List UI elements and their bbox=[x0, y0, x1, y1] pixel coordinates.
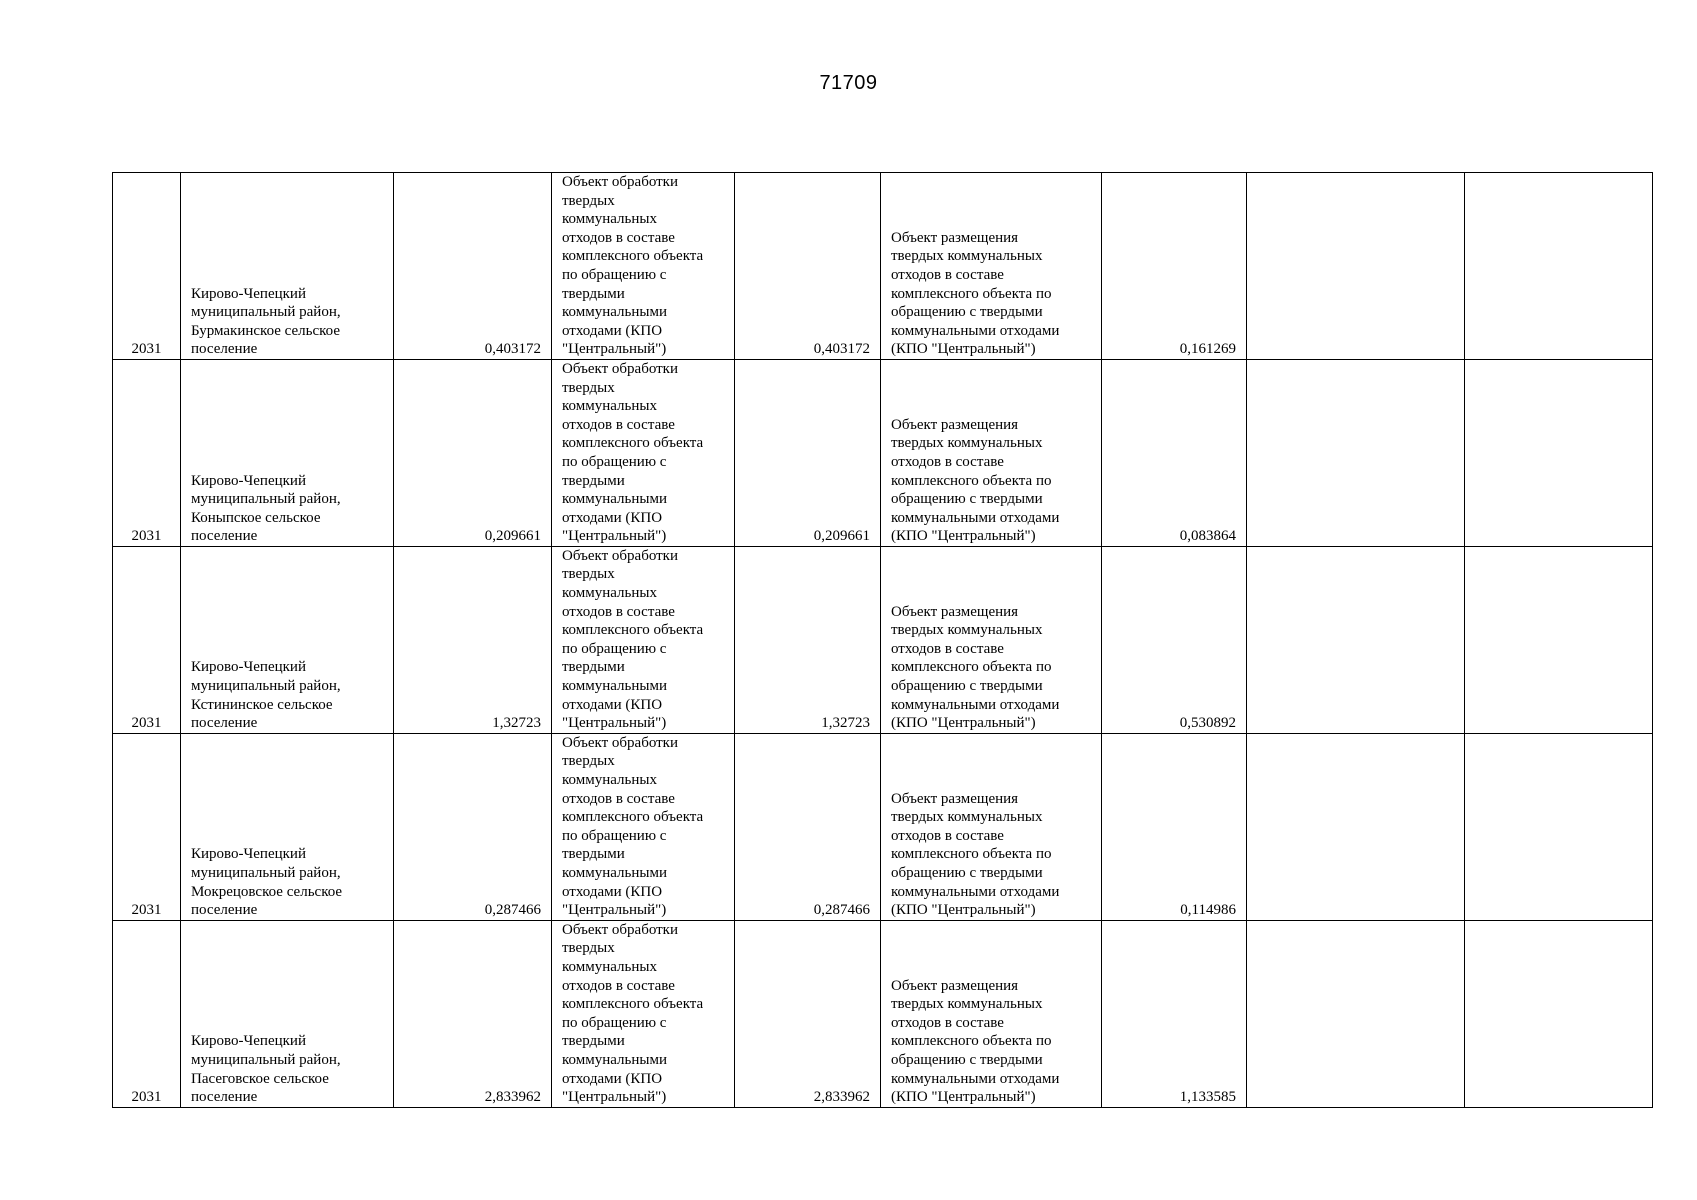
year-cell bbox=[113, 359, 181, 546]
empty-cell bbox=[1465, 359, 1653, 546]
municipality-cell bbox=[181, 359, 394, 546]
mass-placement-text: 0,083864 bbox=[1179, 528, 1236, 545]
municipality-cell bbox=[181, 920, 394, 1107]
year-cell bbox=[113, 920, 181, 1107]
empty-cell bbox=[1247, 173, 1465, 360]
municipality-cell bbox=[181, 546, 394, 733]
mass-processing-cell bbox=[735, 733, 881, 920]
mass-total-text: 0,209661 bbox=[484, 528, 541, 545]
table-row bbox=[113, 546, 1653, 733]
empty-cell bbox=[1465, 920, 1653, 1107]
year-cell bbox=[113, 546, 181, 733]
placement-facility-text: Объект размещения твердых коммунальных отходов в составе комплексного объекта по обращению с твердыми коммунальными отходами (КПО "Центральный") bbox=[891, 229, 1060, 358]
municipality-text: Кирово-Чепецкий муниципальный район, Мокрецовское сельское поселение bbox=[191, 846, 343, 919]
mass-placement-text: 1,133585 bbox=[1179, 1089, 1236, 1106]
placement-facility-cell bbox=[881, 359, 1102, 546]
year-text: 2031 bbox=[131, 1089, 162, 1106]
empty-cell bbox=[1465, 733, 1653, 920]
mass-placement-cell bbox=[1102, 733, 1247, 920]
mass-processing-text: 2,833962 bbox=[813, 1089, 870, 1106]
mass-processing-text: 0,209661 bbox=[813, 528, 870, 545]
empty-cell bbox=[1465, 546, 1653, 733]
processing-facility-text: Объект обработки твердых коммунальных отходов в составе комплексного объекта по обращению с твердыми коммунальными отходами (КПО "Центральный") bbox=[562, 734, 704, 919]
mass-total-cell bbox=[394, 359, 552, 546]
mass-total-text: 0,287466 bbox=[484, 902, 541, 919]
mass-total-cell bbox=[394, 733, 552, 920]
empty-cell bbox=[1247, 546, 1465, 733]
processing-facility-text: Объект обработки твердых коммунальных отходов в составе комплексного объекта по обращению с твердыми коммунальными отходами (КПО "Центральный") bbox=[562, 547, 704, 732]
table-row bbox=[113, 920, 1653, 1107]
mass-total-text: 0,403172 bbox=[484, 341, 541, 358]
placement-facility-text: Объект размещения твердых коммунальных отходов в составе комплексного объекта по обращению с твердыми коммунальными отходами (КПО "Центральный") bbox=[891, 603, 1060, 732]
municipality-text: Кирово-Чепецкий муниципальный район, Бурмакинское сельское поселение bbox=[191, 285, 341, 358]
year-text: 2031 bbox=[131, 902, 162, 919]
mass-total-cell bbox=[394, 546, 552, 733]
mass-processing-cell bbox=[735, 359, 881, 546]
processing-facility-text: Объект обработки твердых коммунальных отходов в составе комплексного объекта по обращению с твердыми коммунальными отходами (КПО "Центральный") bbox=[562, 174, 704, 358]
year-cell bbox=[113, 733, 181, 920]
mass-placement-cell bbox=[1102, 173, 1247, 360]
municipality-cell bbox=[181, 173, 394, 360]
waste-flow-table bbox=[112, 172, 1653, 1108]
processing-facility-cell bbox=[552, 359, 735, 546]
processing-facility-cell bbox=[552, 733, 735, 920]
mass-placement-text: 0,530892 bbox=[1179, 715, 1236, 732]
table-body bbox=[113, 173, 1653, 1108]
year-text: 2031 bbox=[131, 715, 162, 732]
year-text: 2031 bbox=[131, 341, 162, 358]
table-row bbox=[113, 173, 1653, 360]
processing-facility-text: Объект обработки твердых коммунальных отходов в составе комплексного объекта по обращению с твердыми коммунальными отходами (КПО "Центральный") bbox=[562, 921, 704, 1106]
table-row bbox=[113, 359, 1653, 546]
processing-facility-cell bbox=[552, 173, 735, 360]
placement-facility-cell bbox=[881, 733, 1102, 920]
mass-processing-cell bbox=[735, 173, 881, 360]
mass-total-text: 1,32723 bbox=[492, 715, 541, 732]
mass-processing-cell bbox=[735, 546, 881, 733]
mass-total-cell bbox=[394, 920, 552, 1107]
year-cell bbox=[113, 173, 181, 360]
mass-placement-cell bbox=[1102, 359, 1247, 546]
empty-cell bbox=[1247, 733, 1465, 920]
placement-facility-text: Объект размещения твердых коммунальных отходов в составе комплексного объекта по обращению с твердыми коммунальными отходами (КПО "Центральный") bbox=[891, 416, 1060, 545]
placement-facility-text: Объект размещения твердых коммунальных отходов в составе комплексного объекта по обращению с твердыми коммунальными отходами (КПО "Центральный") bbox=[891, 977, 1060, 1106]
mass-placement-cell bbox=[1102, 920, 1247, 1107]
table-row bbox=[113, 733, 1653, 920]
empty-cell bbox=[1465, 173, 1653, 360]
page-number: 71709 bbox=[819, 72, 878, 94]
mass-total-cell bbox=[394, 173, 552, 360]
placement-facility-cell bbox=[881, 920, 1102, 1107]
mass-processing-text: 1,32723 bbox=[821, 715, 870, 732]
municipality-text: Кирово-Чепецкий муниципальный район, Пасеговское сельское поселение bbox=[191, 1033, 341, 1106]
mass-placement-text: 0,114986 bbox=[1180, 902, 1236, 919]
empty-cell bbox=[1247, 920, 1465, 1107]
municipality-cell bbox=[181, 733, 394, 920]
mass-placement-text: 0,161269 bbox=[1179, 341, 1236, 358]
placement-facility-cell bbox=[881, 173, 1102, 360]
empty-cell bbox=[1247, 359, 1465, 546]
processing-facility-cell bbox=[552, 920, 735, 1107]
municipality-text: Кирово-Чепецкий муниципальный район, Коныпское сельское поселение bbox=[191, 472, 341, 545]
municipality-text: Кирово-Чепецкий муниципальный район, Кстининское сельское поселение bbox=[191, 659, 341, 732]
mass-placement-cell bbox=[1102, 546, 1247, 733]
mass-processing-cell bbox=[735, 920, 881, 1107]
mass-total-text: 2,833962 bbox=[484, 1089, 541, 1106]
processing-facility-text: Объект обработки твердых коммунальных отходов в составе комплексного объекта по обращению с твердыми коммунальными отходами (КПО "Центральный") bbox=[562, 360, 704, 545]
placement-facility-cell bbox=[881, 546, 1102, 733]
mass-processing-text: 0,287466 bbox=[813, 902, 870, 919]
year-text: 2031 bbox=[131, 528, 162, 545]
mass-processing-text: 0,403172 bbox=[813, 341, 870, 358]
placement-facility-text: Объект размещения твердых коммунальных отходов в составе комплексного объекта по обращению с твердыми коммунальными отходами (КПО "Центральный") bbox=[891, 790, 1060, 919]
processing-facility-cell bbox=[552, 546, 735, 733]
